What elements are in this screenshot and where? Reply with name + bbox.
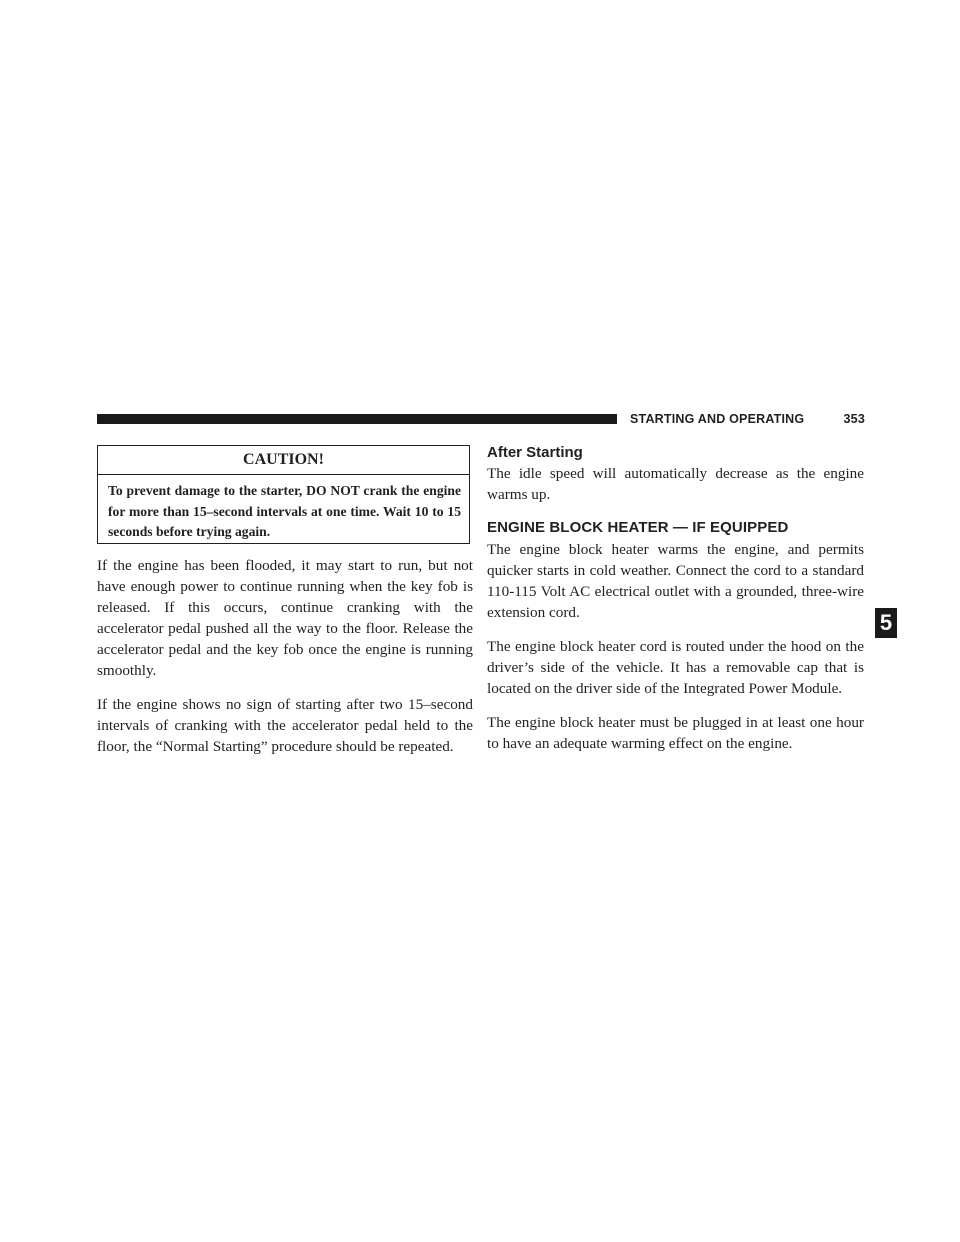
- running-header: [630, 412, 865, 428]
- heading-block-heater: ENGINE BLOCK HEATER — IF EQUIPPED: [487, 519, 789, 536]
- paragraph-block-heater-2: The engine block heater cord is routed under the hood on the driver’s side of the vehicle. It has a removable cap that is located on the driver side of the Integrated Power Module.: [487, 638, 864, 697]
- paragraph-no-start: If the engine shows no sign of starting after two 15–second intervals of cranking with the accelerator pedal held to the floor, the “Normal Starting” procedure should be repeated.: [97, 696, 473, 755]
- paragraph-block-heater-3: The engine block heater must be plugged in at least one hour to have an adequate warming effect on the engine.: [487, 714, 864, 752]
- chapter-tab: 5: [875, 608, 897, 638]
- right-column: [487, 443, 864, 767]
- heading-after-starting: After Starting: [487, 444, 583, 461]
- paragraph-after-starting: The idle speed will automatically decrease as the engine warms up.: [487, 465, 864, 503]
- page-number: 353: [843, 412, 865, 426]
- header-rule: [97, 414, 617, 424]
- section-title: STARTING AND OPERATING: [630, 412, 805, 426]
- paragraph-flooded: If the engine has been flooded, it may start to run, but not have enough power to continue running when the key fob is released. If this occurs, continue cranking with the accelerator pedal pushed all the way to the floor. Release the accelerator pedal and the key fob once the engine is running smoothly.: [97, 557, 473, 679]
- caution-box: [97, 445, 470, 544]
- left-column: [97, 555, 473, 770]
- caution-heading: CAUTION!: [98, 446, 469, 475]
- caution-text: To prevent damage to the starter, DO NOT crank the engine for more than 15–second intervals at one time. Wait 10 to 15 seconds before trying again.: [108, 483, 461, 539]
- paragraph-block-heater-1: The engine block heater warms the engine, and permits quicker starts in cold weather. Connect the cord to a standard 110-115 Volt AC electrical outlet with a grounded, three-wire extension cord.: [487, 541, 864, 621]
